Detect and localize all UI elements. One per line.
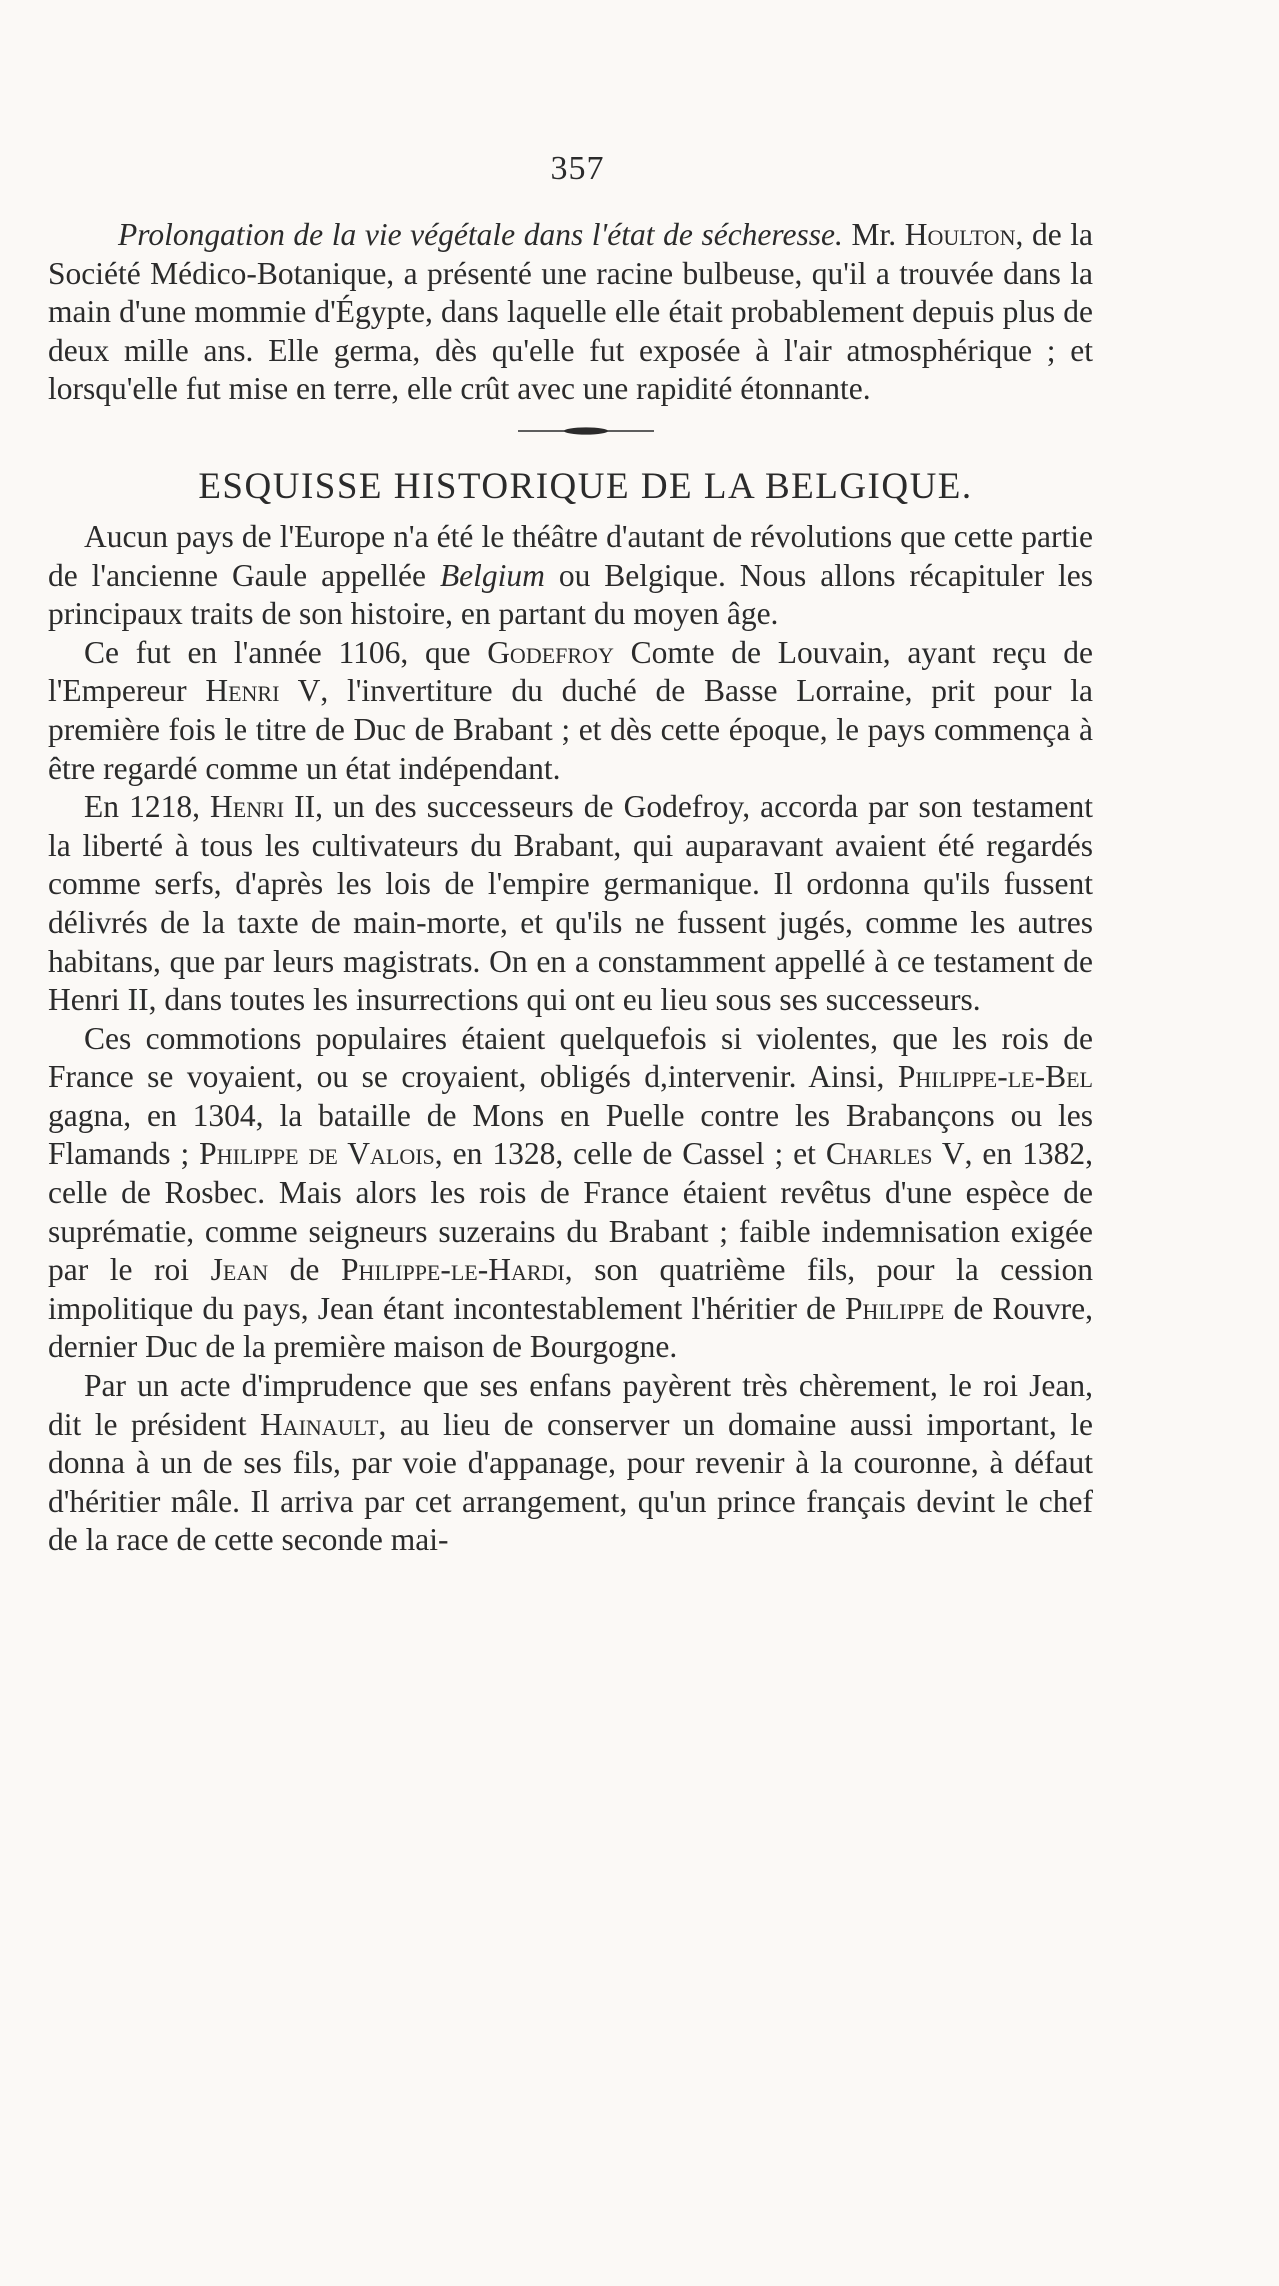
intro-text-before-name: Mr. [842,217,905,252]
p4-charles-v: Charles V [825,1136,965,1172]
intro-paragraph [48,216,1093,409]
paragraph-2 [48,634,1093,788]
book-page [48,150,1093,1560]
p3-henri-ii: Henri II [210,789,316,825]
p4-philippe-de-valois: Philippe de Valois [199,1136,435,1172]
p2-godefroy: Godefroy [487,634,614,670]
intro-name: Houlton [904,217,1016,252]
intro-text: , de la Société Médico-Botanique, a présenté une racine bulbeuse, qu'il a trouvée dans la main d'une mommie d'Égypte, dans laquelle elle était probablement depuis plus de deux mille ans. Elle germa, dès qu'elle fut exposée à l'air atmosphérique ; et lorsqu'elle fut mise en terre, elle crût avec une rapidité étonnante. [48,217,1094,407]
p4-text-c: gagna, en 1304, la bataille de Mons en Puelle contre les Brabançons ou les Flamands ; [48,1097,1093,1172]
p4-jean: Jean [210,1252,269,1288]
p1-text-a: Aucun pays de l'Europe n'a été le théâtre d'autant de révolutions que cette partie de l'ancienne Gaule appellée [48,518,1093,593]
p2-henri-v: Henri V [205,673,321,709]
p4-text-i: de [268,1252,341,1288]
paragraph-1 [48,518,1093,634]
p4-text-e: , en 1328, celle de Cassel ; et [434,1136,826,1172]
p5-text-a: Par un acte d'imprudence que ses enfans payèrent très chèrement, le roi Jean, dit le président [48,1368,1093,1442]
p2-text-e: , l'invertiture du duché de Basse Lorraine, prit pour la première fois le titre de Duc de Brabant ; et dès cette époque, le pays commença à être regardé comme un état indépendant. [48,673,1093,786]
intro-title: Prolongation de la vie végétale dans l'état de sécheresse. [118,217,843,252]
p4-text-g: , en 1382, celle de Rosbec. Mais alors les rois de France étaient revêtus d'une espèce de suprématie, comme seigneurs suzerains du Brabant ; faible indemnisation exigée par le roi [48,1136,1093,1288]
p4-philippe: Philippe [844,1290,945,1326]
p4-text-k: , son quatrième fils, pour la cession impolitique du pays, Jean étant incontestablement l'héritier de [48,1252,1094,1326]
p4-text-a: Ces commotions populaires étaient quelquefois si violentes, que les rois de France se voyaient, ou se croyaient, obligés d,intervenir. Ainsi, [48,1020,1093,1095]
paragraph-3 [48,788,1093,1020]
p5-text-c: , au lieu de conserver un domaine aussi important, le donna à un de ses fils, par voie d'appanage, pour revenir à la couronne, à défaut d'héritier mâle. Il arriva par cet arrangement, qu'un prince français devint le chef de la race de cette seconde mai- [48,1406,1093,1558]
p3-text-a: En 1218, [84,789,211,825]
paragraph-4 [48,1020,1093,1367]
section-title: ESQUISSE HISTORIQUE DE LA BELGIQUE. [198,465,973,507]
p2-text-a: Ce fut en l'année 1106, que [84,634,488,670]
ornament-rule-icon [516,424,656,438]
p1-belgium: Belgium [439,557,545,593]
separator-ornament [48,409,1093,453]
p5-hainault: Hainault [259,1406,379,1442]
page-number: 357 [550,150,605,187]
p2-text-c: Comte de Louvain, ayant reçu de l'Empereur [48,634,1093,709]
paragraph-5 [48,1367,1093,1560]
p4-philippe-le-hardi: Philippe-le-Hardi [340,1252,565,1288]
p1-text-c: ou Belgique. Nous allons récapituler les principaux traits de son histoire, en partant du moyen âge. [48,557,1093,632]
p4-philippe-le-bel: Philippe-le-Bel [897,1059,1093,1095]
p4-text-m: de Rouvre, dernier Duc de la première maison de Bourgogne. [48,1290,1093,1365]
p3-text-c: , un des successeurs de Godefroy, accorda par son testament la liberté à tous les cultivateurs du Brabant, qui auparavant avaient été regardés comme serfs, d'après les lois de l'empire germanique. Il ordonna qu'ils fussent délivrés de la taxte de main-morte, et qu'ils ne fussent jugés, comme les autres habitans, que par leurs magistrats. On en a constamment appellé à ce testament de Henri II, dans toutes les insurrections qui ont eu lieu sous ses successeurs. [48,789,1093,1018]
